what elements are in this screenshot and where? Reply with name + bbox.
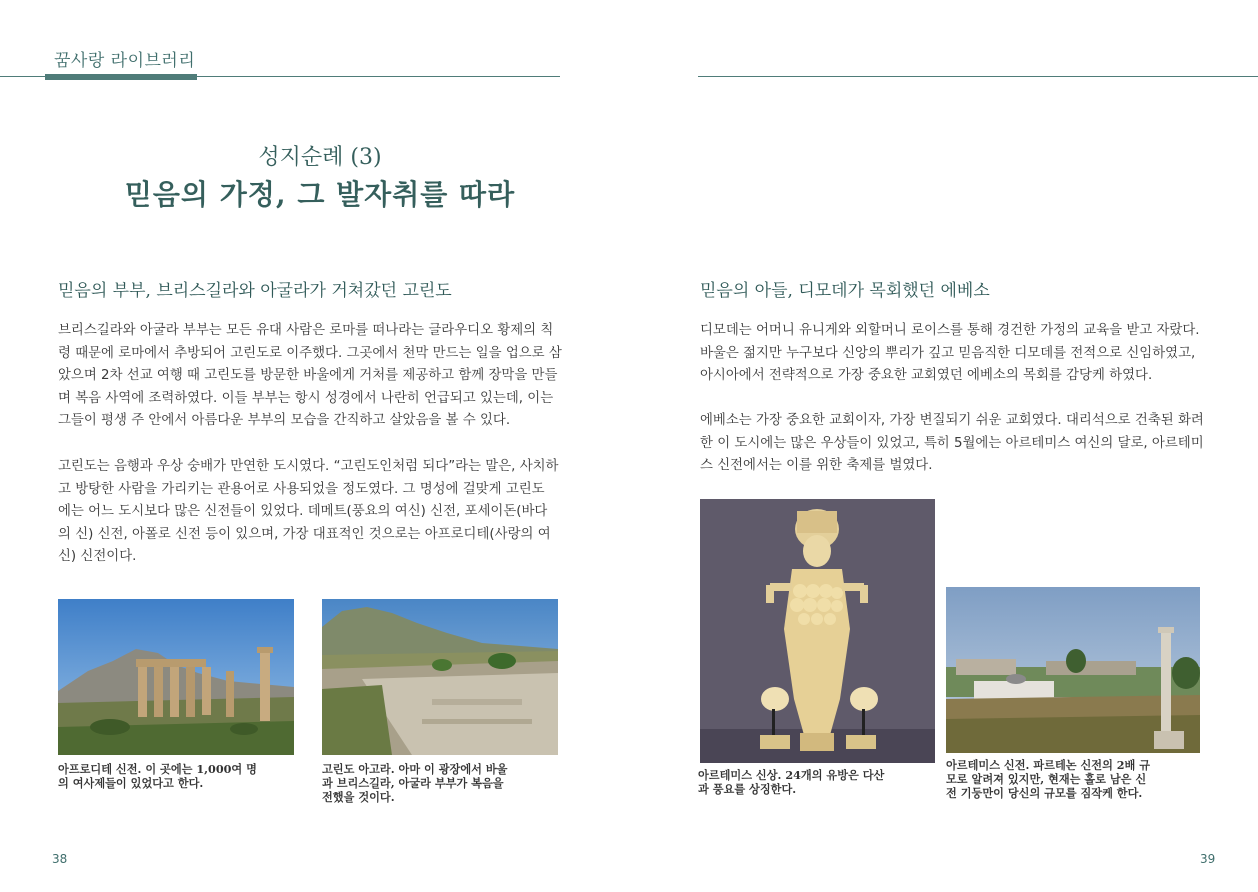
text-line: 고린도는 음행과 우상 숭배가 만연한 도시였다. “고린도인처럼 되다”라는 말은, 사치하 [58,459,559,474]
text-line: 바울은 젊지만 누구보다 신앙의 뿌리가 깊고 믿음직한 디모데를 전적으로 신임하였고, [700,345,1196,361]
photo-corinth-agora [322,599,558,755]
text-line: 브리스길라와 아굴라 부부는 모든 유대 사람은 로마를 떠나라는 글라우디오 황제의 칙 [58,323,554,338]
caption-aphrodite-temple [58,762,298,790]
text-line: 에는 어느 도시보다 많은 신전들이 있었다. 데메트(풍요의 여신) 신전, 포세이돈(바다 [58,504,548,519]
caption-line: 전했을 것이다. [322,790,395,804]
library-title: 꿈사랑 라이브러리 [54,51,196,71]
article-title: 믿음의 가정, 그 발자취를 따라 [124,178,516,211]
caption-line: 아프로디테 신전. 이 곳에는 1,000여 명 [58,762,257,776]
text-line: 의 신) 신전, 아폴로 신전 등이 있으며, 가장 대표적인 것으로는 아프로디테(사랑의 여 [58,526,551,542]
photo-artemis-temple [946,587,1200,753]
text-line: 고 방탕한 사람을 가리키는 관용어로 사용되었을 정도였다. 그 명성에 걸맞게 고린도 [58,481,545,497]
article-series-title: 성지순례 (3) [258,145,382,170]
photo-artemis-statue [700,499,935,763]
text-line: 령 때문에 로마에서 추방되어 고린도로 이주했다. 그곳에서 천막 만드는 일을 업으로 삼 [58,345,562,361]
page-number-right: 39 [1200,852,1216,866]
paragraph-timothy [700,320,1230,388]
section-heading-ephesus: 믿음의 아들, 디모데가 목회했던 에베소 [700,281,990,301]
caption-corinth-agora [322,762,562,804]
header-rule-right [698,76,1258,77]
caption-line: 모로 알려져 있지만, 현재는 홀로 남은 신 [946,772,1147,786]
caption-line: 전 기둥만이 당신의 규모를 짐작케 한다. [946,786,1143,800]
text-line: 그들이 평생 주 안에서 아름다운 부부의 모습을 간직하고 살았음을 볼 수 있다. [58,413,511,428]
text-line: 았으며 2차 선교 여행 때 고린도를 방문한 바울에게 거처를 제공하고 함께 장막을 만들 [58,368,558,383]
text-line: 스 신전에서는 이를 위한 축제를 벌였다. [700,458,933,473]
caption-line: 고린도 아고라. 아마 이 광장에서 바울 [322,762,508,776]
paragraph-ephesus [700,410,1230,478]
header-accent-bar [45,74,197,80]
paragraph-corinth-couple [58,320,578,433]
text-line: 며 복음 사역에 조력하였다. 이들 부부는 항시 성경에서 나란히 언급되고 있는데, 이는 [58,390,554,406]
caption-line: 아르테미스 신전. 파르테논 신전의 2배 규 [946,758,1151,772]
caption-artemis-statue [698,768,938,796]
text-line: 아시아에서 전략적으로 가장 중요한 교회였던 에베소의 목회를 감당케 하였다. [700,368,1153,383]
caption-line: 의 여사제들이 있었다고 한다. [58,776,204,790]
caption-line: 아르테미스 신상. 24개의 유방은 다산 [698,768,885,782]
text-line: 한 이 도시에는 많은 우상들이 있었고, 특히 5월에는 아르테미스 여신의 달로, 아르테미 [700,435,1204,451]
section-heading-corinth: 믿음의 부부, 브리스길라와 아굴라가 거쳐갔던 고린도 [58,281,452,301]
caption-artemis-temple [946,758,1208,800]
page-number-left: 38 [52,852,68,866]
paragraph-corinth-city [58,456,578,569]
text-line: 신) 신전이다. [58,549,137,564]
caption-line: 과 브리스길라, 아굴라 부부가 복음을 [322,776,504,790]
text-line: 에베소는 가장 중요한 교회이자, 가장 변질되기 쉬운 교회였다. 대리석으로 건축된 화려 [700,413,1204,428]
text-line: 디모데는 어머니 유니게와 외할머니 로이스를 통해 경건한 가정의 교육을 받고 자랐다. [700,323,1200,338]
photo-aphrodite-temple [58,599,294,755]
caption-line: 과 풍요를 상징한다. [698,782,797,796]
